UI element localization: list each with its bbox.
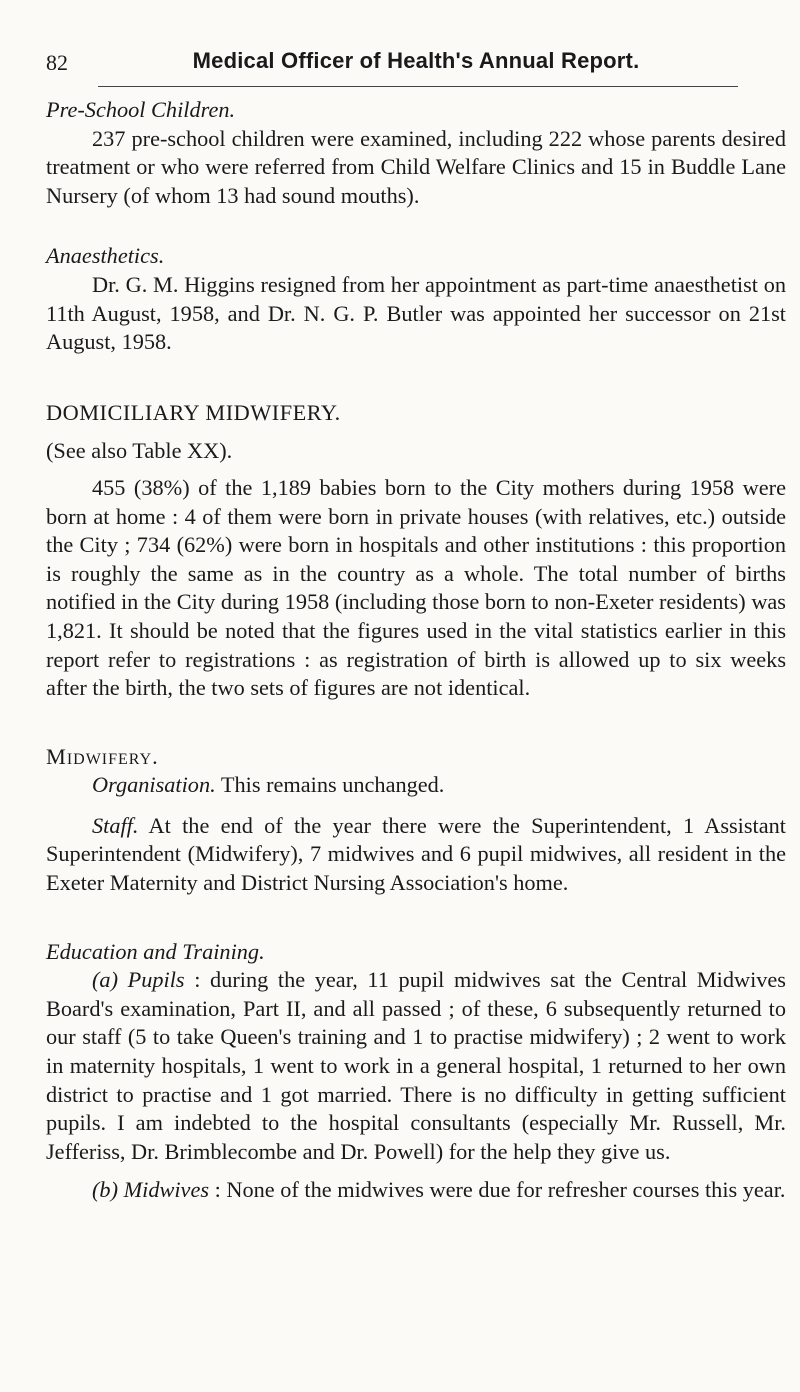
anaesthetics-heading: Anaesthetics.	[46, 243, 165, 269]
page-number: 82	[46, 50, 68, 75]
pupils-marker: (a)	[92, 967, 118, 993]
domiciliary-paragraph: 455 (38%) of the 1,189 babies born to the City mothers during 1958 were born at home : 4 of them were born in private houses (with relatives, etc.) outside the City ; 734 (62%) were born in hospitals and other institutions : this proportion is roughly the same as in the country as a whole. The total number of births notified in the City during 1958 (including those born to non-Exeter residents) was 1,821. It should be noted that the figures used in the vital statistics earlier in this report refer to registrations : as registration of birth is allowed up to six weeks after the birth, the two sets of figures are not identical.	[46, 474, 786, 701]
staff-paragraph	[46, 812, 786, 898]
midwives-text: : None of the midwives were due for refresher courses this year.	[214, 1177, 786, 1203]
midwifery-heading: Midwifery.	[46, 743, 159, 769]
pupils-text: : during the year, 11 pupil midwives sat the Central Midwives Board's examination, Part II, and all passed ; of these, 6 subsequently returned to our staff (5 to take Queen's training and 1 to practise midwifery) ; 2 went to work in maternity hospitals, 1 went to work in a general hospital, 1 returned to her own district to practise and 1 got married. There is no difficulty in getting sufficient pupils. I am indebted to the hospital consultants (especially Mr. Russell, Mr. Jefferiss, Dr. Brimblecombe and Dr. Powell) for the help they give us.	[46, 967, 786, 1164]
anaesthetics-paragraph: Dr. G. M. Higgins resigned from her appointment as part-time anaesthetist on 11th August, 1958, and Dr. N. G. P. Butler was appointed her successor on 21st August, 1958.	[46, 271, 786, 355]
page-header	[46, 48, 786, 88]
midwives-label: Midwives	[123, 1177, 210, 1203]
preschool-paragraph: 237 pre-school children were examined, including 222 whose parents desired treatment or who were referred from Child Welfare Clinics and 15 in Buddle Lane Nursery (of whom 13 had sound mouths).	[46, 125, 786, 208]
education-heading: Education and Training.	[46, 938, 265, 964]
pupils-paragraph	[46, 966, 786, 1166]
domiciliary-heading: DOMICILIARY MIDWIFERY.	[46, 399, 341, 425]
midwives-paragraph	[46, 1176, 786, 1205]
organisation-text: This remains unchanged.	[220, 772, 445, 798]
page-content	[46, 96, 786, 1205]
preschool-heading: Pre-School Children.	[46, 97, 236, 122]
staff-label: Staff.	[92, 812, 139, 838]
organisation-paragraph	[46, 771, 786, 800]
header-rule	[98, 86, 738, 87]
running-title: Medical Officer of Health's Annual Report.	[192, 48, 640, 73]
domiciliary-subheading: (See also Table XX).	[46, 438, 233, 464]
pupils-label: Pupils	[127, 967, 185, 993]
midwives-marker: (b)	[92, 1177, 118, 1203]
organisation-label: Organisation.	[92, 772, 216, 798]
staff-text: At the end of the year there were the Superintendent, 1 Assistant Superintendent (Midwifery), 7 midwives and 6 pupil midwives, all resident in the Exeter Maternity and District Nursing Association's home.	[46, 812, 786, 896]
